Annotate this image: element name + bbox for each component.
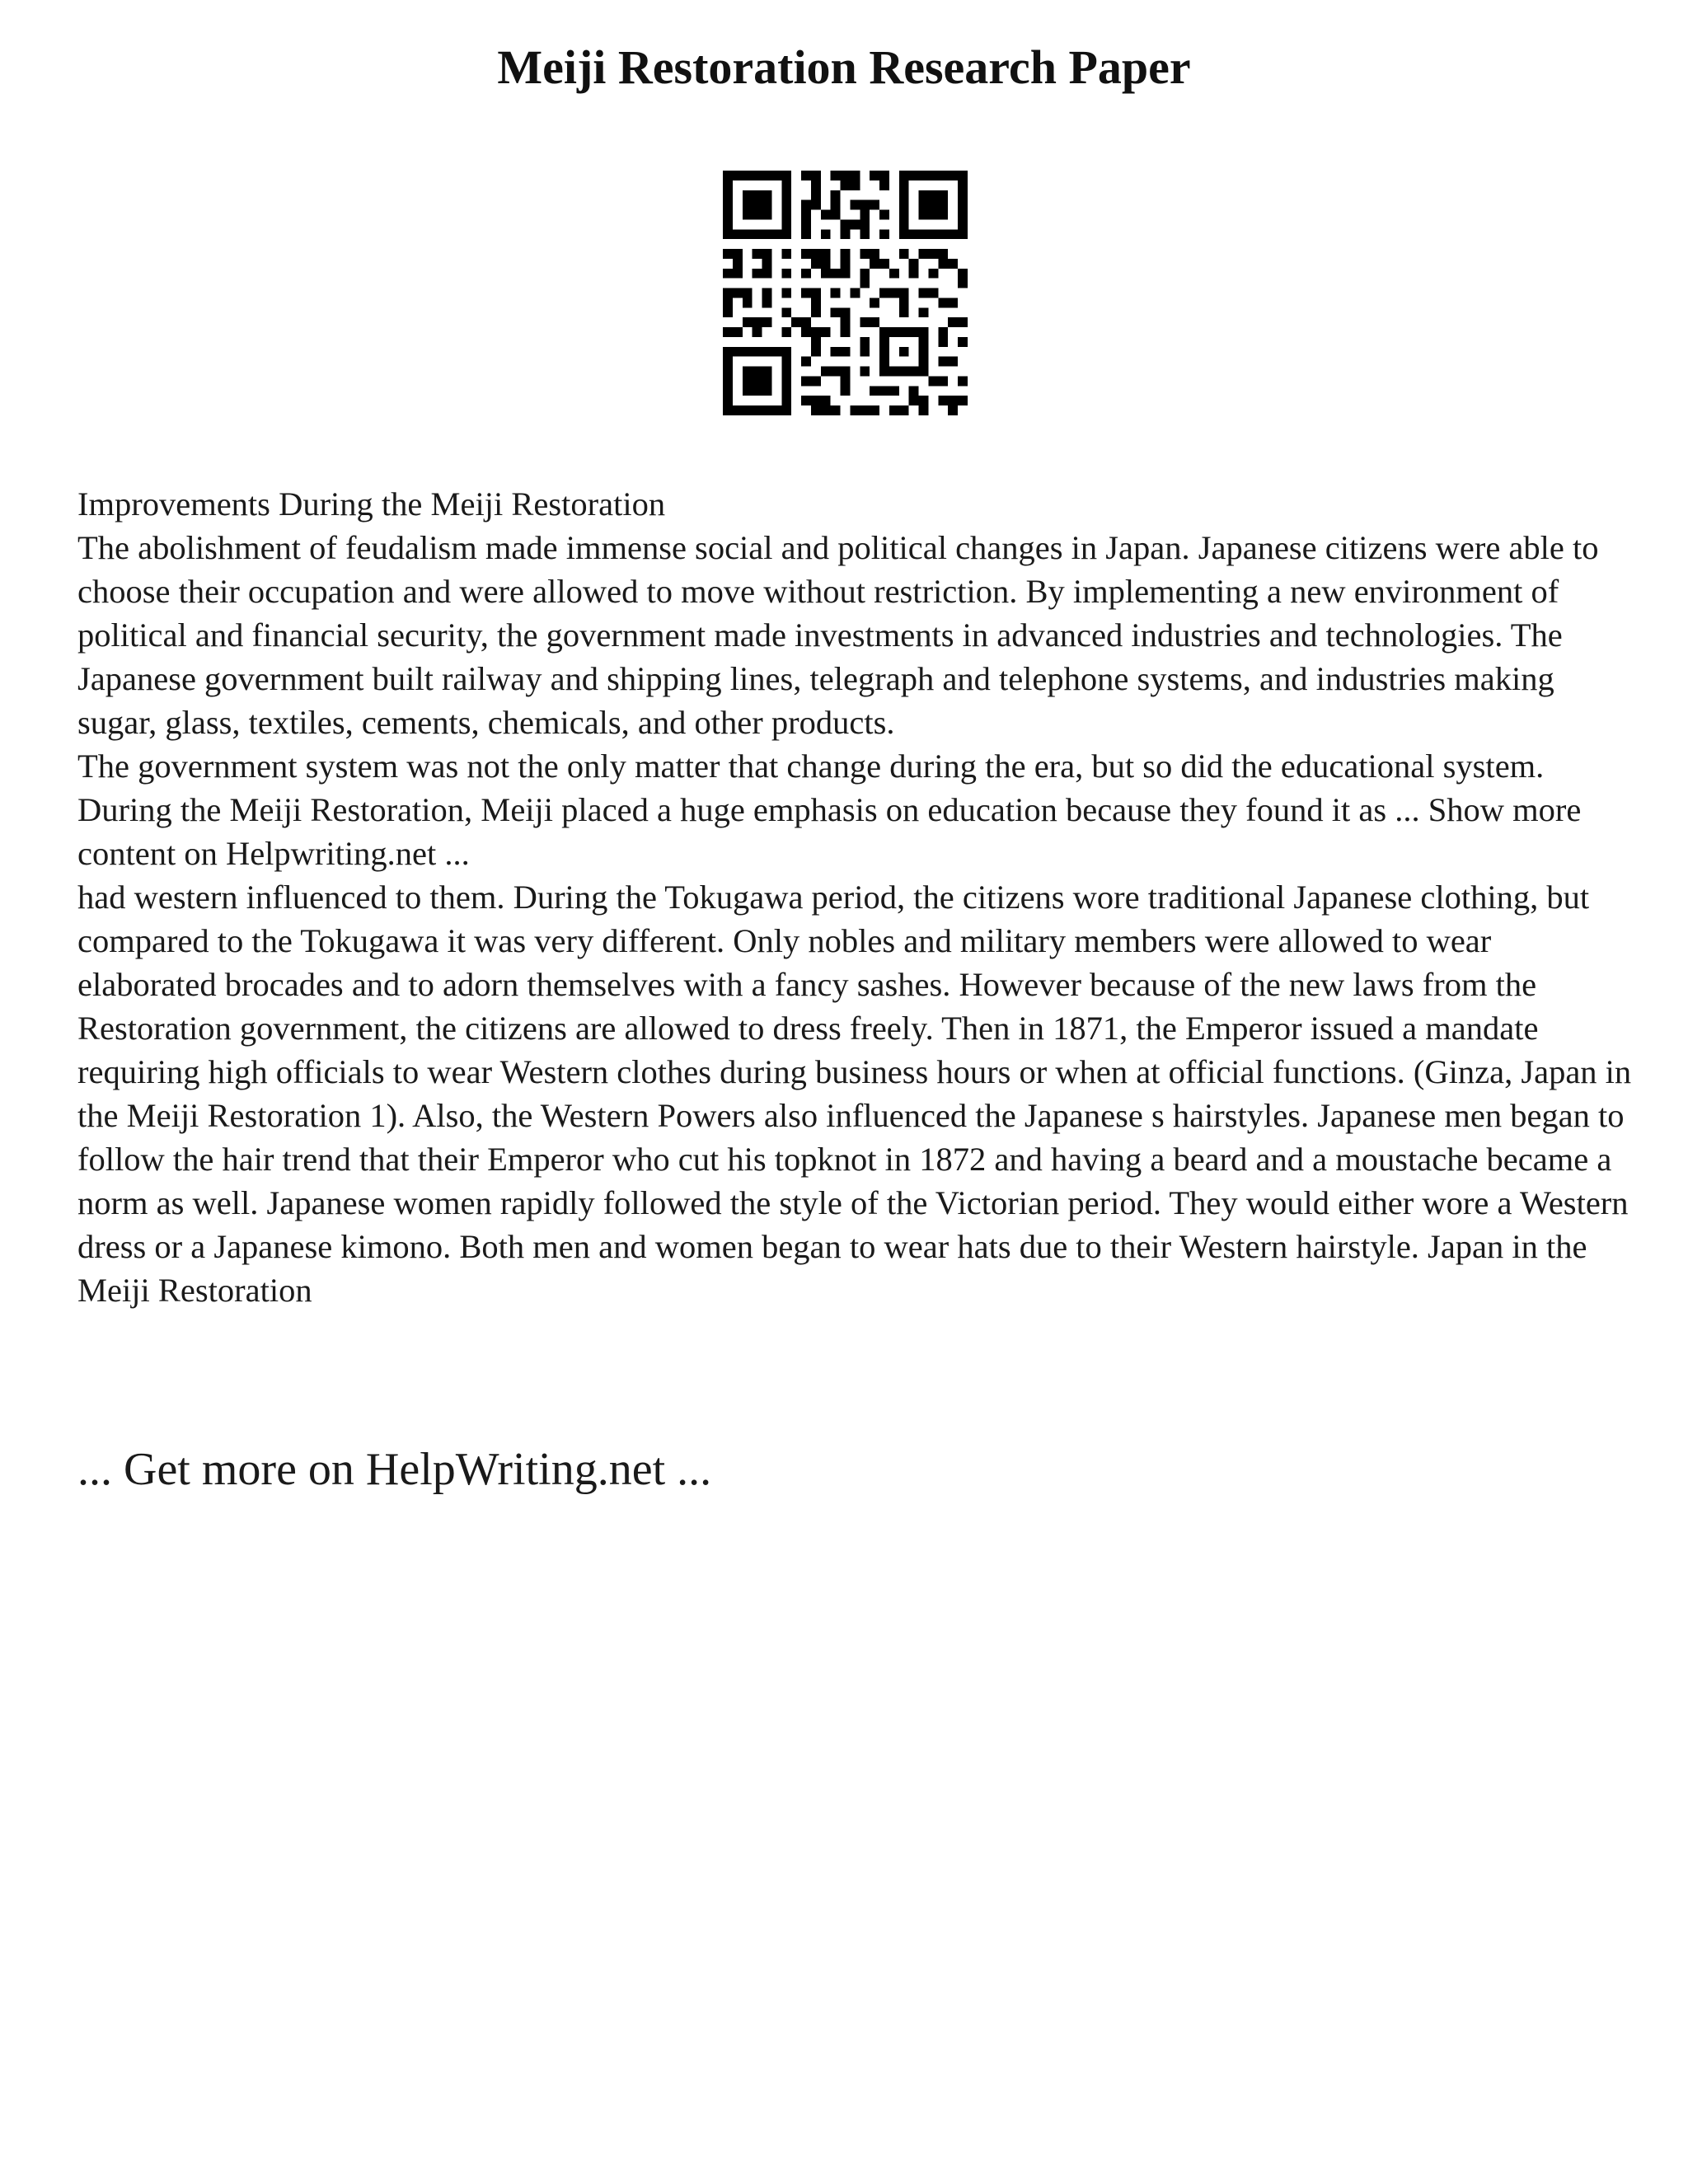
paragraph: The government system was not the only matter that change during the era, but so did the educational system. During the Meiji Restoration, Meiji placed a huge emphasis on education because they found it as ... Show more content on Helpwriting.net ... — [77, 748, 1582, 872]
article-body — [77, 482, 1635, 1312]
qr-code-icon — [723, 171, 968, 415]
paragraph: The abolishment of feudalism made immense social and political changes in Japan. Japanese citizens were able to choose their occupation and were allowed to move without restriction. By implementing a new environment of political and financial security, the government made investments in advanced industries and technologies. The Japanese government built railway and shipping lines, telegraph and telephone systems, and industries making sugar, glass, textiles, cements, chemicals, and other products. — [77, 529, 1599, 741]
paragraph: had western influenced to them. During the Tokugawa period, the citizens wore traditional Japanese clothing, but compared to the Tokugawa it was very different. Only nobles and military members were allowed to wear elaborated brocades and to adorn themselves with a fancy sashes. However because of the new laws from the Restoration government, the citizens are allowed to dress freely. Then in 1871, the Emperor issued a mandate requiring high officials to wear Western clothes during business hours or when at official functions. (Ginza, Japan in the Meiji Restoration 1). Also, the Western Powers also influenced the Japanese s hairstyles. Japanese men began to follow the hair trend that their Emperor who cut his topknot in 1872 and having a beard and a moustache became a norm as well. Japanese women rapidly followed the style of the Victorian period. They would either wore a Western dress or a Japanese kimono. Both men and women began to wear hats due to their Western hairstyle. Japan in the Meiji Restoration — [77, 879, 1632, 1309]
get-more-link[interactable]: ... Get more on HelpWriting.net ... — [77, 1444, 712, 1495]
qr-code-graphic — [723, 171, 968, 415]
section-heading: Improvements During the Meiji Restoration — [77, 485, 666, 523]
page-title: Meiji Restoration Research Paper — [497, 40, 1191, 94]
